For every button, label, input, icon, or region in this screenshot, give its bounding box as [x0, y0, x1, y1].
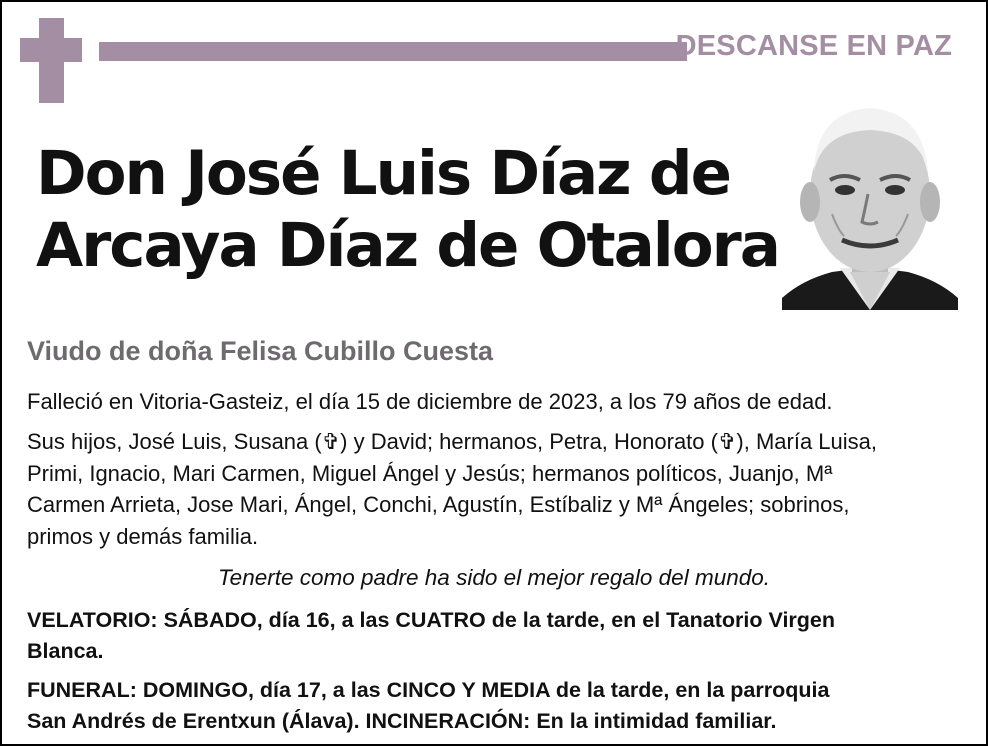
name-line-1: Don José Luis Díaz de: [36, 138, 730, 209]
family-line-4: primos y demás familia.: [27, 523, 259, 549]
family-paragraph: [27, 426, 877, 552]
memorial-quote: Tenerte como padre ha sido el mejor regalo del mundo.: [218, 565, 770, 590]
velatorio-line-1: VELATORIO: SÁBADO, día 16, a las CUATRO de la tarde, en el Tanatorio Virgen: [27, 608, 836, 632]
family-line-3: Carmen Arrieta, Jose Mari, Ángel, Conchi, Agustín, Estíbaliz y Mª Ángeles; sobrinos,: [27, 492, 850, 517]
header-divider-bar: [99, 42, 687, 61]
deceased-name: [36, 138, 779, 282]
velatorio-notice: [27, 605, 835, 667]
portrait-photo: [782, 102, 958, 310]
family-line-1: Sus hijos, José Luis, Susana (✞) y David; hermanos, Petra, Honorato (✞), María Luisa,: [27, 429, 878, 454]
funeral-line-1: FUNERAL: DOMINGO, día 17, a las CINCO Y MEDIA de la tarde, en la parroquia: [27, 678, 830, 702]
name-line-2: Arcaya Díaz de Otalora: [36, 210, 779, 281]
family-line-2: Primi, Ignacio, Mari Carmen, Miguel Ángel y Jesús; hermanos políticos, Juanjo, Mª: [27, 460, 833, 486]
funeral-line-2: San Andrés de Erentxun (Álava). INCINERACIÓN: En la intimidad familiar.: [27, 709, 777, 733]
velatorio-line-2: Blanca.: [27, 639, 104, 663]
header-label: DESCANSE EN PAZ: [675, 30, 952, 62]
widower-subtitle: Viudo de doña Felisa Cubillo Cuesta: [27, 336, 494, 366]
death-notice-text: Falleció en Vitoria-Gasteiz, el día 15 de diciembre de 2023, a los 79 años de edad.: [27, 389, 833, 414]
funeral-notice: [27, 675, 829, 737]
